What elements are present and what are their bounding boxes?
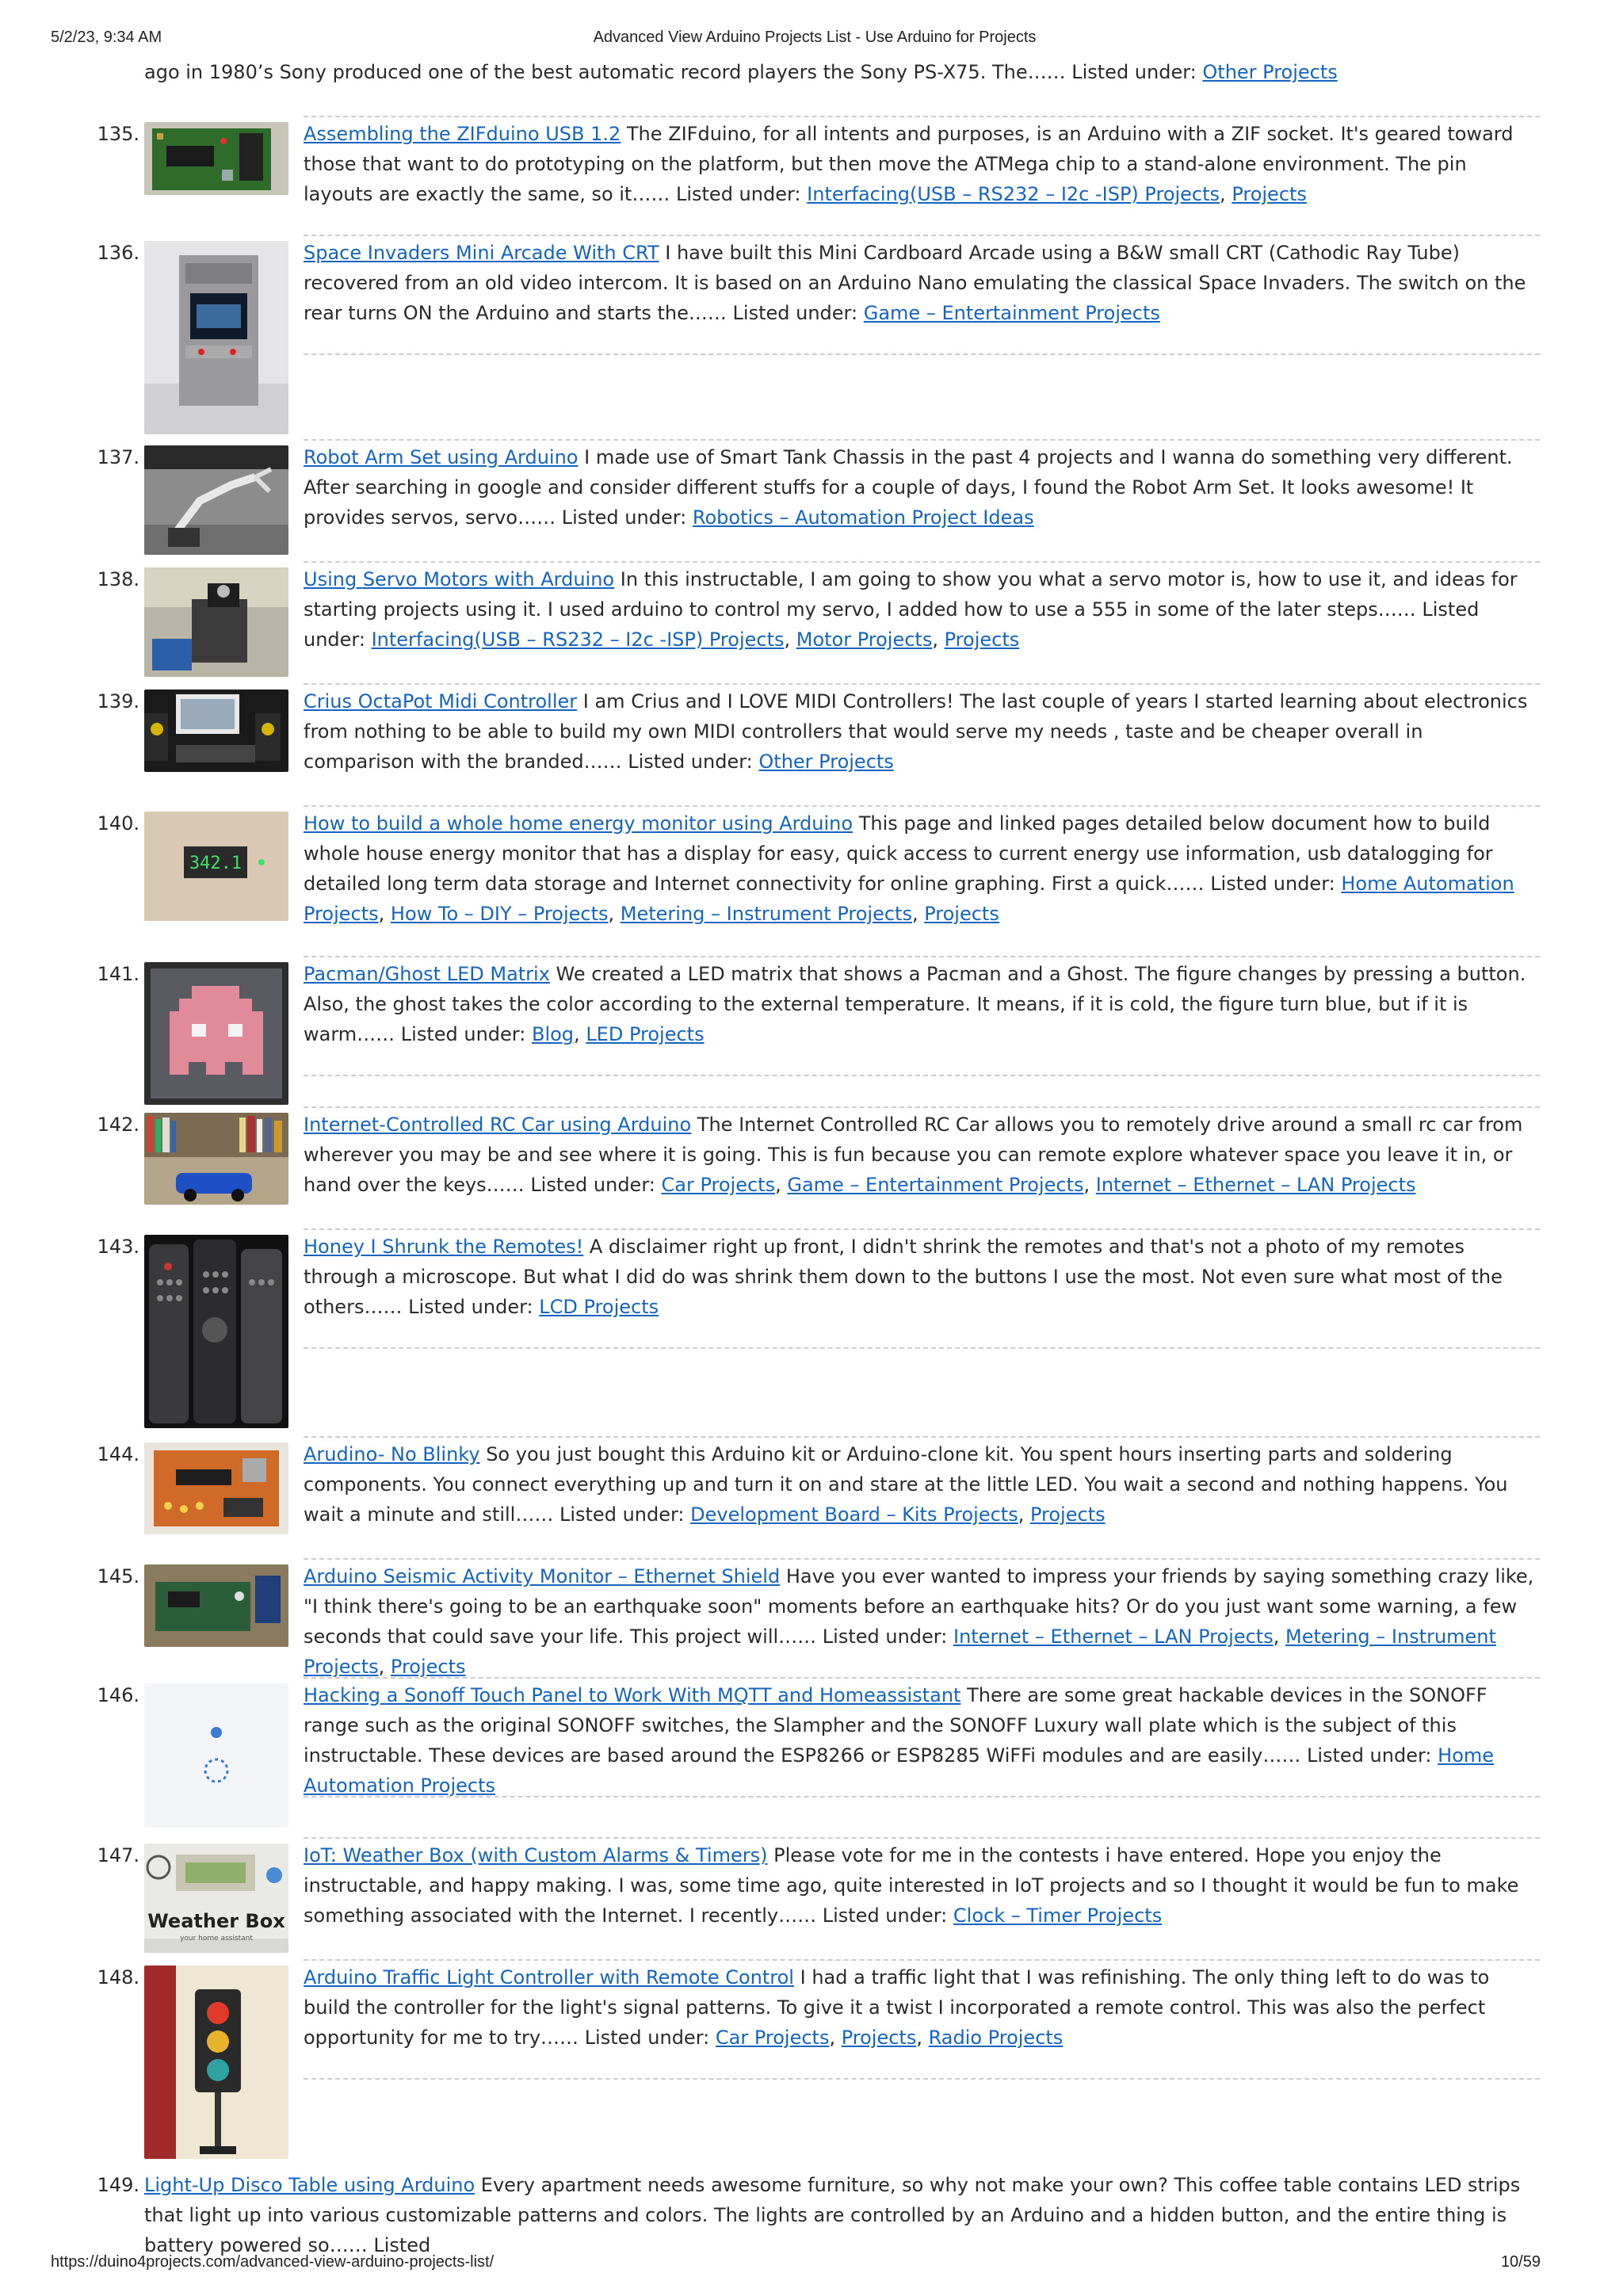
item-desc-text: I had a traffic light that I was refinishing. The only thing left to do was to build the controller for the light's signal patterns. To give it a twist I incorporated a remote control. This was also the perfect opportunity for me to try…… bbox=[304, 1966, 1490, 2049]
item-desc-text: Please vote for me in the contests i have entered. Hope you enjoy the instructable, and happy making. I was, some time ago, quite interested in IoT projects and so I thought it would be fun to make something associated with the Internet. I recently…… bbox=[304, 1844, 1519, 1927]
divider bbox=[304, 1796, 1540, 1797]
listed-under-label: Listed under: bbox=[675, 183, 801, 205]
item-description: Assembling the ZIFduino USB 1.2 The ZIFduino, for all intents and purposes, is an Arduino with a ZIF socket. It's geared toward those that want to do prototyping on the platform, but then move the ATMega chip to a stand-alone environment. The pin layouts are exactly the same, so it…… Listed under: Interfacing(USB – RS232 – I2c -ISP) Projects, Projects bbox=[304, 123, 1514, 205]
listed-under-label: Listed under: bbox=[530, 1174, 655, 1196]
project-title-link[interactable]: Space Invaders Mini Arcade With CRT bbox=[304, 242, 659, 264]
item-description bbox=[304, 442, 1540, 533]
project-title-link[interactable]: Internet-Controlled RC Car using Arduino bbox=[304, 1114, 692, 1136]
item-description bbox=[144, 2170, 1539, 2260]
item-desc-text: There are some great hackable devices in the SONOFF range such as the original SONOFF switches, the Slampher and the SONOFF Luxury wall plate which is the subject of this instructable. These devices are based around the ESP8266 or ESP8285 WiFFi modules and are easily…… bbox=[304, 1684, 1487, 1767]
listed-under-label: Listed under: bbox=[304, 598, 1480, 651]
listed-under-label: Listed under: bbox=[1210, 873, 1335, 895]
item-number: 138. bbox=[97, 568, 139, 590]
item-description bbox=[304, 238, 1540, 328]
listed-under-label: Listed under: bbox=[400, 1023, 526, 1045]
project-title-link[interactable]: Pacman/Ghost LED Matrix bbox=[304, 963, 550, 985]
category-link[interactable]: Home Automation Projects bbox=[304, 1744, 1495, 1797]
item-description: Using Servo Motors with Arduino In this instructable, I am going to show you what a servo motor is, how to use it, and ideas for starting projects using it. I used arduino to control my servo, I added how to use a 555 in some of the later steps…… Listed under: Interfacing(USB – RS232 – I2c -ISP) Projects, Motor Projects, Projects bbox=[304, 568, 1518, 651]
listed-under-label: Listed under: bbox=[822, 1626, 948, 1648]
item-number: 137. bbox=[97, 446, 139, 468]
listed-under-label: Listed under: bbox=[822, 1904, 948, 1927]
print-url: https://duino4projects.com/advanced-view-arduino-projects-list/ bbox=[51, 2253, 495, 2271]
listed-under-label: Listed under: bbox=[1306, 1744, 1432, 1767]
item-desc-text: I made use of Smart Tank Chassis in the past 4 projects and I wanna do something very different. After searching in google and consider different stuffs for a couple of days, I found the Robot Arm Set. It looks awesome! It provides servos, servo…… bbox=[304, 446, 1513, 529]
category-link[interactable]: Internet – Ethernet – LAN Projects bbox=[953, 1626, 1274, 1648]
listed-under-label: Listed under: bbox=[732, 302, 858, 324]
weather-box-subcaption: your home assistant bbox=[180, 1935, 253, 1943]
item-number: 139. bbox=[97, 690, 139, 712]
category-link[interactable]: LED Projects bbox=[586, 1023, 705, 1045]
intro-text: ago in 1980’s Sony produced one of the best automatic record players the Sony PS-X75. The…… Listed under: bbox=[144, 61, 1203, 83]
mini-arcade-cabinet-photo[interactable] bbox=[144, 241, 288, 434]
divider bbox=[304, 439, 1540, 441]
item-number: 144. bbox=[97, 1443, 139, 1465]
item-desc-text: So you just bought this Arduino kit or Arduino-clone kit. You spent hours inserting parts and soldering components. You connect everything up and turn it on and stare at the little LED. You wait a second and nothing happens. You wait a minute and still…… Listed under: bbox=[304, 1443, 1508, 1526]
divider bbox=[304, 1677, 1540, 1679]
divider bbox=[304, 561, 1540, 563]
divider bbox=[304, 235, 1540, 236]
divider bbox=[304, 683, 1540, 685]
project-title-link[interactable]: Robot Arm Set using Arduino bbox=[304, 446, 579, 468]
item-description bbox=[304, 1840, 1540, 1931]
category-link[interactable]: Projects bbox=[924, 903, 999, 925]
item-number: 141. bbox=[97, 963, 139, 985]
arduino-kit-board-photo[interactable] bbox=[144, 1442, 288, 1534]
robot-arm-photo[interactable] bbox=[144, 445, 288, 555]
item-description bbox=[304, 686, 1540, 777]
item-number: 142. bbox=[97, 1114, 139, 1136]
category-link[interactable]: Projects bbox=[1232, 183, 1307, 205]
project-title-link[interactable]: Crius OctaPot Midi Controller bbox=[304, 690, 578, 712]
category-link[interactable]: Projects bbox=[944, 628, 1020, 651]
item-desc-text: Have you ever wanted to impress your friends by saying something crazy like, "I think there's going to be an earthquake soon" moments before an earthquake hits? Or do you just want some warning, a few seconds that could save your life. This project will…… bbox=[304, 1565, 1534, 1648]
item-desc-text: I am Crius and I LOVE MIDI Controllers! The last couple of years I started learning about electronics from nothing to be able to build my own MIDI controllers that would serve my needs , taste and be cheaper overall in comparison with the branded…… bbox=[304, 690, 1528, 773]
traffic-light-photo[interactable] bbox=[144, 1966, 288, 2159]
divider bbox=[304, 1436, 1540, 1438]
category-link[interactable]: Metering – Instrument Projects bbox=[304, 1626, 1496, 1678]
category-link[interactable]: Projects bbox=[390, 1656, 466, 1678]
weather-box-photo[interactable] bbox=[144, 1843, 288, 1953]
item-description: Arduino Seismic Activity Monitor – Ethernet Shield Have you ever wanted to impress your friends by saying something crazy like, "I think there's going to be an earthquake soon" moments before an earthquake hits? Or do you just want some warning, a few seconds that could save your life. This project will…… Listed under: Internet – Ethernet – LAN Projects, Metering – Instrument Projects, Projects bbox=[304, 1565, 1534, 1678]
print-title: Advanced View Arduino Projects List - Use Arduino for Projects bbox=[593, 29, 1037, 46]
project-title-link[interactable]: Arudino- No Blinky bbox=[304, 1443, 480, 1465]
project-title-link[interactable]: Hacking a Sonoff Touch Panel to Work With MQTT and Homeassistant bbox=[304, 1684, 961, 1706]
project-title-link[interactable]: Arduino Seismic Activity Monitor – Ethernet Shield bbox=[304, 1565, 781, 1587]
item-number: 145. bbox=[97, 1565, 139, 1587]
tv-remotes-photo[interactable] bbox=[144, 1235, 288, 1428]
category-link[interactable]: Projects bbox=[1029, 1503, 1106, 1526]
item-desc-text: We created a LED matrix that shows a Pacman and a Ghost. The figure changes by pressing a button. Also, the ghost takes the color according to the external temperature. It means, if it is cold, the figure turn blue, but if it is warm…… bbox=[304, 963, 1526, 1045]
category-link[interactable]: Other Projects bbox=[1202, 61, 1338, 83]
item-number: 148. bbox=[97, 1966, 139, 1988]
divider bbox=[304, 353, 1540, 355]
item-desc-text: The ZIFduino, for all intents and purposes, is an Arduino with a ZIF socket. It's geared toward those that want to do prototyping on the platform, but then move the ATMega chip to a stand-alone environment. The pin layouts are exactly the same, so it…… bbox=[304, 123, 1514, 205]
item-number: 140. bbox=[97, 812, 139, 835]
item-desc-text: A disclaimer right up front, I didn't shrink the remotes and that's not a photo of my remotes through a microscope. But what I did do was shrink them down to the buttons I use the most. Not even sure what most of the others…… bbox=[304, 1236, 1503, 1318]
project-title-link[interactable]: Assembling the ZIFduino USB 1.2 bbox=[304, 123, 621, 145]
category-link[interactable]: Game – Entertainment Projects bbox=[863, 302, 1160, 324]
item-desc-text: This page and linked pages detailed below document how to build whole house energy monitor that has a display for easy, quick access to current energy use information, usb datalogging for detailed long term data storage and Internet connectivity for online graphing. First a quick…… bbox=[304, 812, 1493, 895]
item-description: Arduino Traffic Light Controller with Remote Control I had a traffic light that I was refinishing. The only thing left to do was to build the controller for the light's signal patterns. To give it a twist I incorporated a remote control. This was also the perfect opportunity for me to try…… Listed under: Car Projects, Projects, Radio Projects bbox=[304, 1966, 1490, 2049]
green-circuit-board-photo[interactable] bbox=[144, 122, 288, 195]
item-description bbox=[304, 1680, 1540, 1801]
midi-controller-desk-photo[interactable] bbox=[144, 690, 288, 772]
display-readout: 342.1 bbox=[189, 854, 242, 873]
divider bbox=[304, 1228, 1540, 1230]
rc-car-bookshelf-photo[interactable] bbox=[144, 1113, 288, 1205]
item-description: How to build a whole home energy monitor using Arduino This page and linked pages detailed below document how to build whole house energy monitor that has a display for easy, quick access to current energy use information, usb datalogging for detailed long term data storage and Internet connectivity for online graphing. First a quick…… Listed under: Home Automation Projects, How To – DIY – Projects, Metering – Instrument Projects, Projects bbox=[304, 812, 1514, 925]
weather-box-caption: Weather Box bbox=[147, 1910, 285, 1932]
category-link[interactable]: Interfacing(USB – RS232 – I2c -ISP) Projects bbox=[371, 628, 785, 651]
category-link[interactable]: Car Projects bbox=[715, 2027, 830, 2049]
divider bbox=[304, 1075, 1540, 1076]
item-number: 135. bbox=[97, 123, 139, 145]
project-title-link[interactable]: Arduino Traffic Light Controller with Remote Control bbox=[304, 1966, 794, 1988]
divider bbox=[304, 116, 1540, 117]
category-link[interactable]: Internet – Ethernet – LAN Projects bbox=[1095, 1174, 1416, 1196]
divider bbox=[304, 2078, 1540, 2080]
divider bbox=[304, 1837, 1540, 1839]
item-number: 143. bbox=[97, 1236, 139, 1258]
item-description: Pacman/Ghost LED Matrix We created a LED matrix that shows a Pacman and a Ghost. The figure changes by pressing a button. Also, the ghost takes the color according to the external temperature. It means, if it is cold, the figure turn blue, but if it is warm…… Listed under: Blog, LED Projects bbox=[304, 963, 1526, 1045]
item-desc-text: I have built this Mini Cardboard Arcade using a B&W small CRT (Cathodic Ray Tube) recovered from an old video intercom. It is based on an Arduino Nano emulating the classical Space Invaders. The switch on the rear turns ON the Arduino and starts the…… bbox=[304, 242, 1526, 324]
listed-under-label: Listed under: bbox=[584, 2027, 710, 2049]
divider bbox=[304, 1347, 1540, 1349]
category-link[interactable]: How To – DIY – Projects bbox=[390, 903, 609, 925]
item-desc-text: The Internet Controlled RC Car allows you to remotely drive around a small rc car from wherever you may be and see where it is going. This is fun because you can remote explore whatever space you leave it in, or hand over the keys…… bbox=[304, 1114, 1523, 1196]
intro-paragraph bbox=[144, 57, 1539, 87]
item-desc-text: In this instructable, I am going to show you what a servo motor is, how to use it, and ideas for starting projects using it. I used arduino to control my servo, I added how to use a 555 in some of the later steps…… bbox=[304, 568, 1518, 621]
category-link[interactable]: Projects bbox=[841, 2027, 917, 2049]
category-link[interactable]: Development Board – Kits Projects bbox=[690, 1503, 1018, 1526]
project-title-link[interactable]: How to build a whole home energy monitor using Arduino bbox=[304, 812, 854, 835]
divider bbox=[304, 1558, 1540, 1560]
print-datetime: 5/2/23, 9:34 AM bbox=[51, 29, 162, 46]
project-title-link[interactable]: Using Servo Motors with Arduino bbox=[304, 568, 615, 590]
sonoff-touch-panel-photo[interactable] bbox=[144, 1683, 288, 1828]
item-number: 136. bbox=[97, 242, 139, 264]
category-link[interactable]: Interfacing(USB – RS232 – I2c -ISP) Projects bbox=[807, 183, 1220, 205]
item-number: 147. bbox=[97, 1844, 139, 1866]
category-link[interactable]: Car Projects bbox=[661, 1174, 776, 1196]
divider bbox=[304, 805, 1540, 807]
category-link[interactable]: Robotics – Automation Project Ideas bbox=[692, 506, 1034, 529]
page-counter: 10/59 bbox=[1500, 2253, 1541, 2271]
item-number: 149. bbox=[97, 2174, 139, 2196]
category-link[interactable]: Game – Entertainment Projects bbox=[787, 1174, 1084, 1196]
project-title-link[interactable]: IoT: Weather Box (with Custom Alarms & Timers) bbox=[304, 1844, 768, 1866]
item-number: 146. bbox=[97, 1684, 139, 1706]
item-description bbox=[304, 1232, 1540, 1322]
category-link[interactable]: Blog bbox=[531, 1023, 575, 1045]
listed-under-label: Listed under: bbox=[628, 751, 753, 773]
item-desc-text: Every apartment needs awesome furniture, so why not make your own? This coffee table contains LED strips that light up into various customizable patterns and colors. The lights are controlled by an Arduino and a hidden button, and the entire thing is battery powered so…… Listed bbox=[144, 2174, 1521, 2256]
category-link[interactable]: LCD Projects bbox=[539, 1296, 659, 1318]
listed-under-label: Listed under: bbox=[408, 1296, 533, 1318]
listed-under-label: Listed under: bbox=[561, 506, 687, 529]
servo-motor-photo[interactable] bbox=[144, 567, 288, 677]
divider bbox=[304, 1106, 1540, 1108]
project-title-link[interactable]: Honey I Shrunk the Remotes! bbox=[304, 1236, 584, 1258]
project-title-link[interactable]: Light-Up Disco Table using Arduino bbox=[144, 2174, 475, 2196]
category-link[interactable]: Home Automation Projects bbox=[304, 873, 1514, 925]
category-link[interactable]: Clock – Timer Projects bbox=[953, 1904, 1163, 1927]
category-link[interactable]: Metering – Instrument Projects bbox=[620, 903, 912, 925]
divider bbox=[304, 1959, 1540, 1961]
item-description: Arudino- No Blinky So you just bought this Arduino kit or Arduino-clone kit. You spent hours inserting parts and soldering components. You connect everything up and turn it on and stare at the little LED. You wait a second and nothing happens. You wait a minute and still…… Listed under: Development Board – Kits Projects, Projects bbox=[304, 1443, 1508, 1526]
category-link[interactable]: Other Projects bbox=[758, 751, 894, 773]
led-matrix-ghost-photo[interactable] bbox=[144, 962, 288, 1105]
print-footer bbox=[51, 2253, 1579, 2277]
item-description: Internet-Controlled RC Car using Arduino The Internet Controlled RC Car allows you to remotely drive around a small rc car from wherever you may be and see where it is going. This is fun because you can remote explore whatever space you leave it in, or hand over the keys…… Listed under: Car Projects, Game – Entertainment Projects, Internet – Ethernet – LAN Projects bbox=[304, 1114, 1523, 1196]
seismic-monitor-photo[interactable] bbox=[144, 1564, 288, 1647]
divider bbox=[304, 956, 1540, 957]
energy-monitor-display-photo[interactable] bbox=[144, 812, 288, 921]
category-link[interactable]: Radio Projects bbox=[928, 2027, 1064, 2049]
category-link[interactable]: Motor Projects bbox=[796, 628, 933, 651]
